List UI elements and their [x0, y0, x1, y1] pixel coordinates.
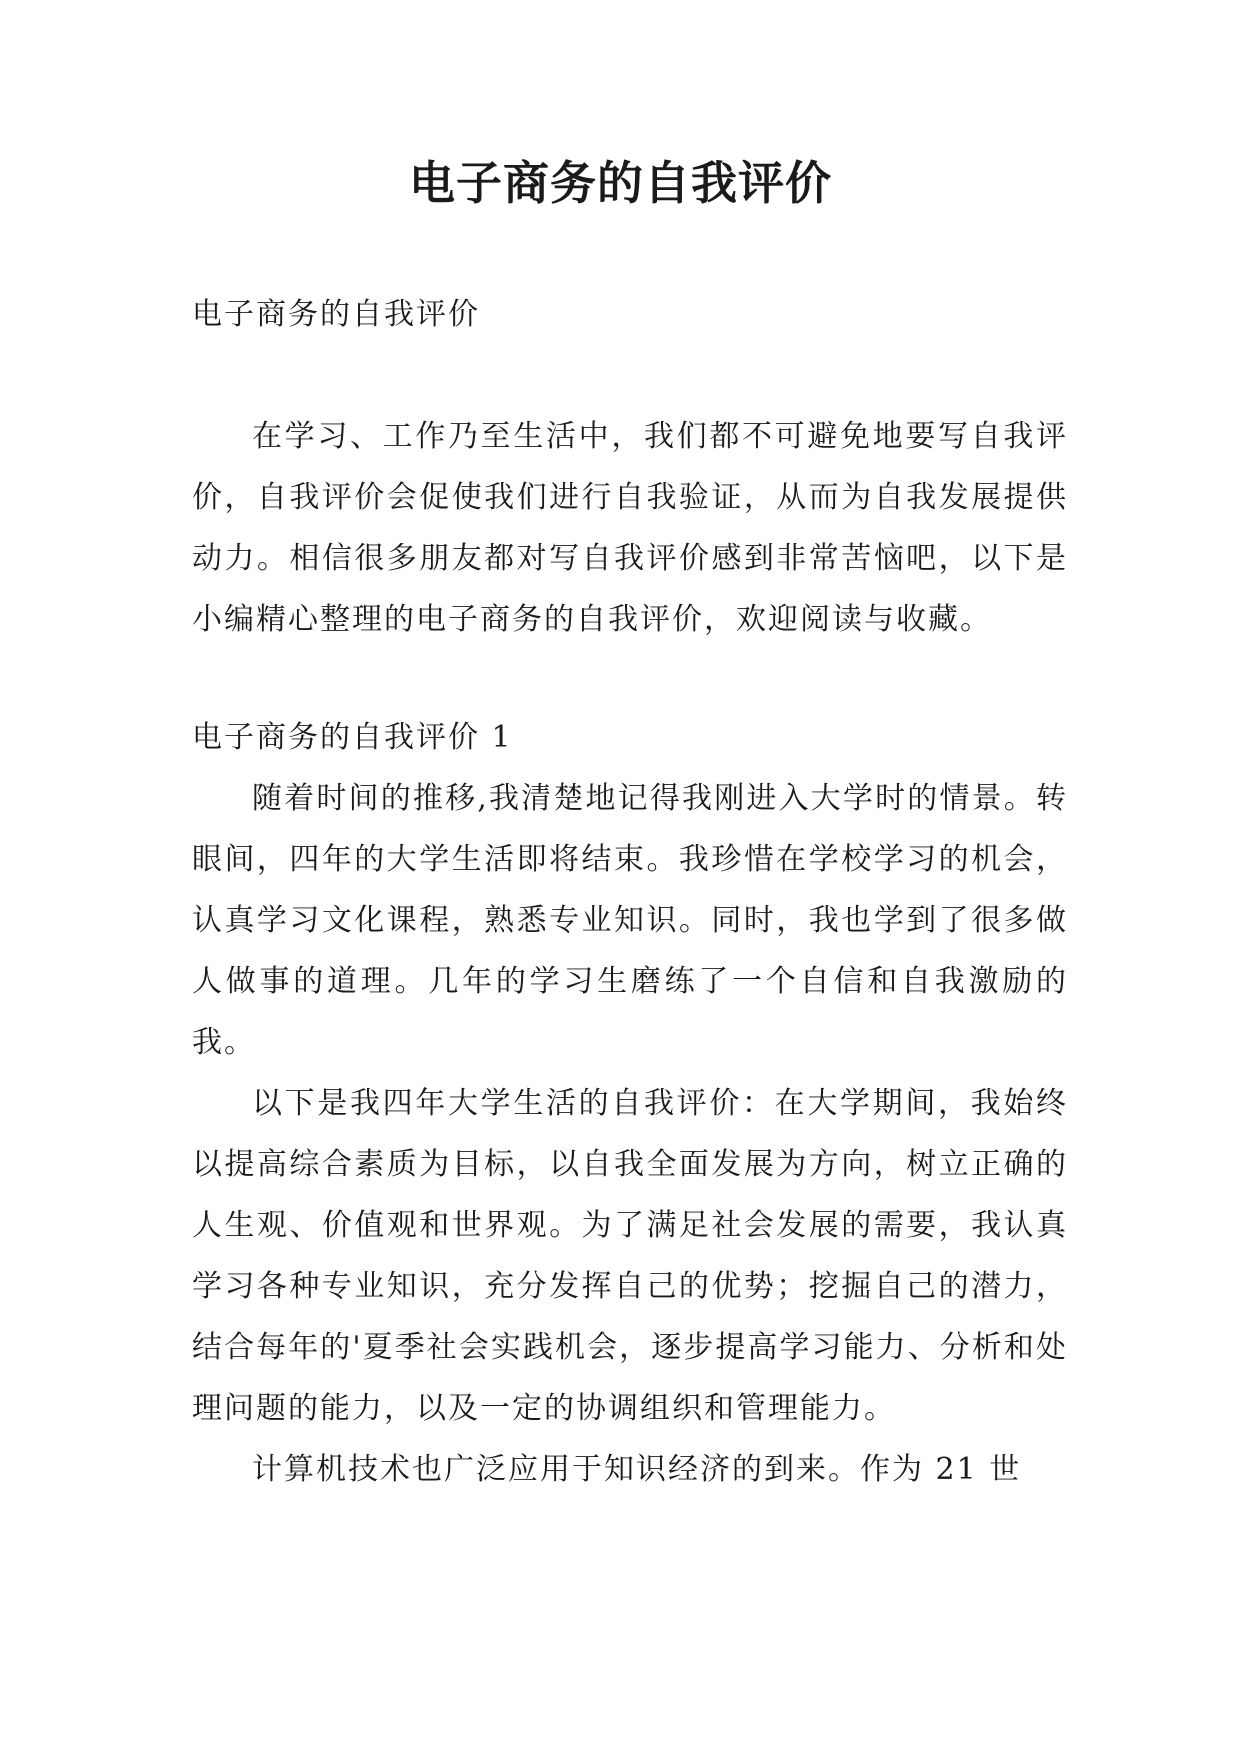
document-title: 电子商务的自我评价 [409, 156, 832, 210]
intro-paragraph: 在学习、工作乃至生活中，我们都不可避免地要写自我评价，自我评价会促使我们进行自我验证，从而为自我发展提供动力。相信很多朋友都对写自我评价感到非常苦恼吧，以下是小编精心整理的电子商务的自我评价，欢迎阅读与收藏。 [192, 419, 1068, 637]
spacer [192, 650, 1068, 707]
body-paragraph: 计算机技术也广泛应用于知识经济的到来。作为 21 世 [252, 1452, 1022, 1487]
document-subtitle: 电子商务的自我评价 [192, 297, 480, 332]
body-paragraph: 以下是我四年大学生活的自我评价：在大学期间，我始终以提高综合素质为目标，以自我全面发展为方向，树立正确的人生观、价值观和世界观。为了满足社会发展的需要，我认真学习各种专业知识，充分发挥自己的优势；挖掘自己的潜力，结合每年的'夏季社会实践机会，逐步提高学习能力、分析和处理问题的能力，以及一定的协调组织和管理能力。 [192, 1086, 1068, 1426]
body-paragraph: 随着时间的推移,我清楚地记得我刚进入大学时的情景。转眼间，四年的大学生活即将结束。我珍惜在学校学习的机会，认真学习文化课程，熟悉专业知识。同时，我也学到了很多做人做事的道理。几年的学习生磨练了一个自信和自我激励的我。 [192, 781, 1068, 1060]
spacer [192, 345, 1068, 406]
section-heading: 电子商务的自我评价 1 [192, 720, 513, 755]
document-body [192, 284, 1068, 1500]
